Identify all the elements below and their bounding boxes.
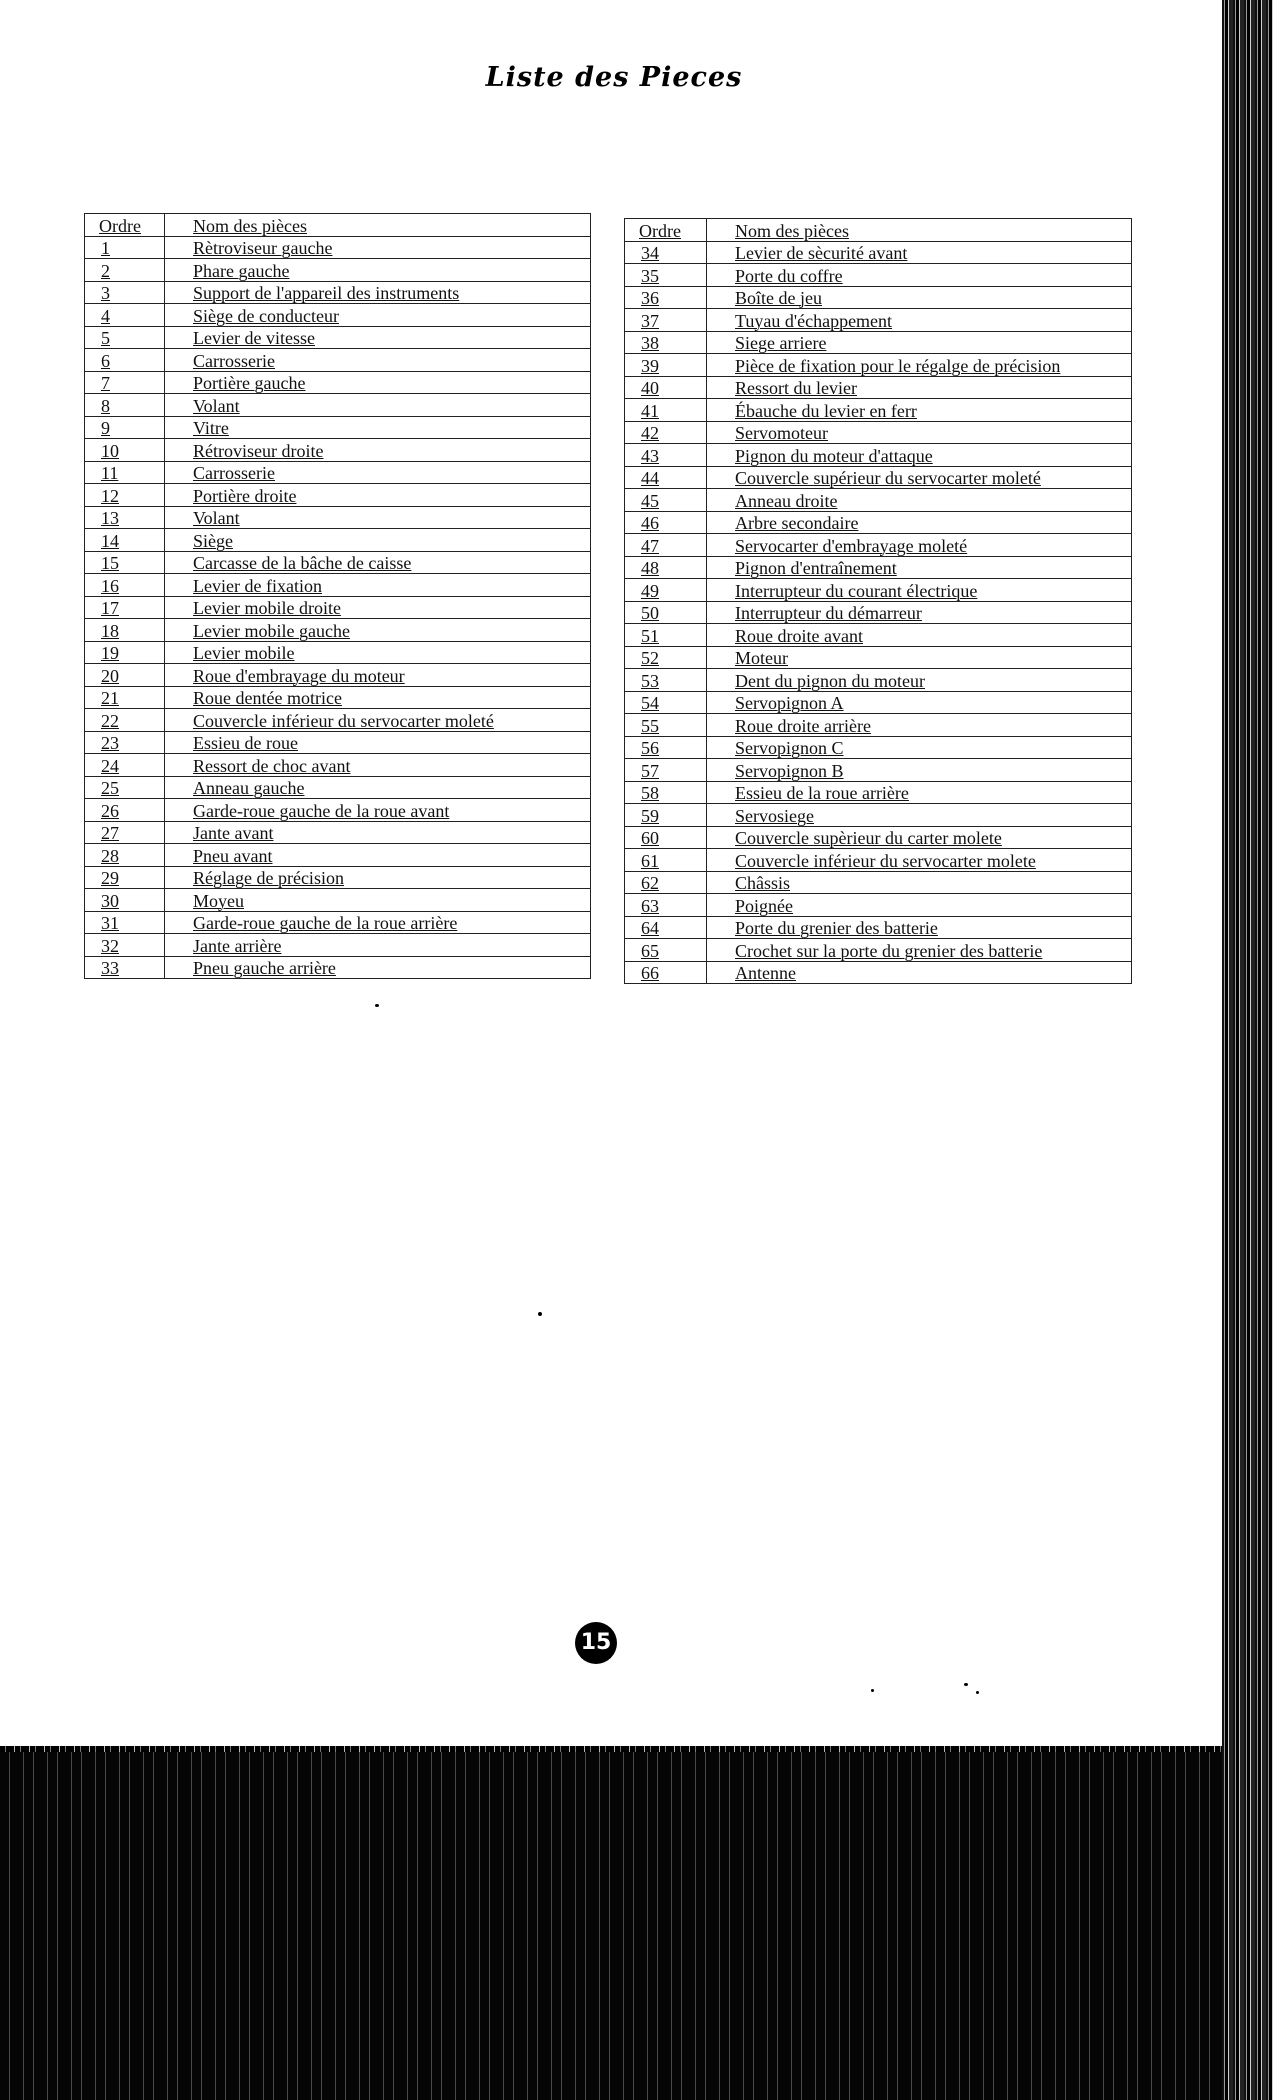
table-row xyxy=(85,776,591,799)
part-name: Support de l'appareil des instruments xyxy=(165,281,591,304)
part-name: Servopignon A xyxy=(707,691,1132,714)
part-number: 4 xyxy=(85,304,165,327)
part-number: 51 xyxy=(625,624,707,647)
part-number: 59 xyxy=(625,804,707,827)
part-number: 16 xyxy=(85,574,165,597)
table-row xyxy=(85,326,591,349)
order-column-header: Ordre xyxy=(625,219,707,242)
part-number: 37 xyxy=(625,309,707,332)
part-name: Roue dentée motrice xyxy=(165,686,591,709)
part-number: 1 xyxy=(85,236,165,259)
part-name: Garde-roue gauche de la roue arrière xyxy=(165,911,591,934)
part-number: 61 xyxy=(625,849,707,872)
table-row xyxy=(85,956,591,979)
part-name: Carrosserie xyxy=(165,461,591,484)
part-name: Servosiege xyxy=(707,804,1132,827)
part-number: 26 xyxy=(85,799,165,822)
part-name: Roue droite avant xyxy=(707,624,1132,647)
table-row xyxy=(625,556,1132,579)
part-number: 40 xyxy=(625,376,707,399)
part-name: Ressort du levier xyxy=(707,376,1132,399)
table-row xyxy=(625,331,1132,354)
table-row xyxy=(625,669,1132,692)
part-number: 11 xyxy=(85,461,165,484)
part-number: 38 xyxy=(625,331,707,354)
part-number: 13 xyxy=(85,506,165,529)
part-number: 63 xyxy=(625,894,707,917)
table-row xyxy=(85,821,591,844)
part-name: Phare gauche xyxy=(165,259,591,282)
table-row xyxy=(85,416,591,439)
table-row xyxy=(85,664,591,687)
table-row xyxy=(625,826,1132,849)
name-column-header: Nom des pièces xyxy=(165,214,591,237)
name-column-header: Nom des pièces xyxy=(707,219,1132,242)
part-number: 28 xyxy=(85,844,165,867)
table-header-row xyxy=(625,219,1132,242)
table-row xyxy=(625,871,1132,894)
scan-speck xyxy=(871,1689,874,1692)
part-number: 41 xyxy=(625,399,707,422)
part-number: 47 xyxy=(625,534,707,557)
table-row xyxy=(85,439,591,462)
part-number: 49 xyxy=(625,579,707,602)
part-name: Ébauche du levier en ferr xyxy=(707,399,1132,422)
part-name: Portière droite xyxy=(165,484,591,507)
part-name: Interrupteur du démarreur xyxy=(707,601,1132,624)
table-row xyxy=(625,781,1132,804)
part-name: Jante arrière xyxy=(165,934,591,957)
table-row xyxy=(625,691,1132,714)
table-header-row xyxy=(85,214,591,237)
part-name: Volant xyxy=(165,506,591,529)
part-number: 9 xyxy=(85,416,165,439)
part-name: Levier de sècurité avant xyxy=(707,241,1132,264)
part-number: 39 xyxy=(625,354,707,377)
part-name: Couvercle supérieur du servocarter moleté xyxy=(707,466,1132,489)
table-row xyxy=(85,529,591,552)
part-name: Pignon d'entraînement xyxy=(707,556,1132,579)
part-number: 25 xyxy=(85,776,165,799)
part-name: Rétroviseur droite xyxy=(165,439,591,462)
part-name: Interrupteur du courant électrique xyxy=(707,579,1132,602)
part-name: Roue droite arrière xyxy=(707,714,1132,737)
part-number: 62 xyxy=(625,871,707,894)
part-name: Anneau droite xyxy=(707,489,1132,512)
part-name: Levier mobile droite xyxy=(165,596,591,619)
part-number: 32 xyxy=(85,934,165,957)
table-row xyxy=(625,399,1132,422)
parts-table-right-body xyxy=(625,241,1132,984)
part-name: Levier mobile gauche xyxy=(165,619,591,642)
part-number: 60 xyxy=(625,826,707,849)
table-row xyxy=(625,376,1132,399)
table-row xyxy=(85,889,591,912)
table-row xyxy=(625,264,1132,287)
part-name: Pneu avant xyxy=(165,844,591,867)
part-number: 43 xyxy=(625,444,707,467)
scan-speck xyxy=(964,1683,968,1686)
page-number: 15 xyxy=(575,1622,617,1664)
table-row xyxy=(625,714,1132,737)
part-name: Antenne xyxy=(707,961,1132,984)
part-number: 42 xyxy=(625,421,707,444)
part-name: Couvercle inférieur du servocarter moleté xyxy=(165,709,591,732)
part-name: Rètroviseur gauche xyxy=(165,236,591,259)
part-number: 65 xyxy=(625,939,707,962)
scan-border-right xyxy=(1222,0,1273,2100)
part-name: Siege arriere xyxy=(707,331,1132,354)
table-row xyxy=(625,804,1132,827)
part-number: 29 xyxy=(85,866,165,889)
order-column-header: Ordre xyxy=(85,214,165,237)
table-row xyxy=(625,646,1132,669)
table-row xyxy=(85,371,591,394)
part-number: 24 xyxy=(85,754,165,777)
part-number: 48 xyxy=(625,556,707,579)
part-number: 20 xyxy=(85,664,165,687)
table-row xyxy=(625,579,1132,602)
table-row xyxy=(85,911,591,934)
part-number: 2 xyxy=(85,259,165,282)
part-number: 36 xyxy=(625,286,707,309)
part-number: 54 xyxy=(625,691,707,714)
part-name: Pignon du moteur d'attaque xyxy=(707,444,1132,467)
part-name: Boîte de jeu xyxy=(707,286,1132,309)
table-row xyxy=(85,799,591,822)
table-row xyxy=(625,309,1132,332)
part-name: Couvercle inférieur du servocarter molete xyxy=(707,849,1132,872)
table-row xyxy=(85,686,591,709)
table-row xyxy=(625,939,1132,962)
part-number: 45 xyxy=(625,489,707,512)
part-name: Moteur xyxy=(707,646,1132,669)
part-name: Portière gauche xyxy=(165,371,591,394)
part-number: 31 xyxy=(85,911,165,934)
part-name: Crochet sur la porte du grenier des batterie xyxy=(707,939,1132,962)
table-row xyxy=(85,506,591,529)
part-number: 30 xyxy=(85,889,165,912)
part-number: 23 xyxy=(85,731,165,754)
parts-table-left xyxy=(84,213,591,979)
table-row xyxy=(85,709,591,732)
table-row xyxy=(85,596,591,619)
part-name: Siège de conducteur xyxy=(165,304,591,327)
table-row xyxy=(625,624,1132,647)
part-name: Porte du grenier des batterie xyxy=(707,916,1132,939)
part-name: Dent du pignon du moteur xyxy=(707,669,1132,692)
part-name: Volant xyxy=(165,394,591,417)
table-row xyxy=(625,511,1132,534)
part-name: Couvercle supèrieur du carter molete xyxy=(707,826,1132,849)
part-name: Essieu de roue xyxy=(165,731,591,754)
part-number: 5 xyxy=(85,326,165,349)
part-name: Pneu gauche arrière xyxy=(165,956,591,979)
table-row xyxy=(625,849,1132,872)
part-number: 33 xyxy=(85,956,165,979)
part-name: Roue d'embrayage du moteur xyxy=(165,664,591,687)
table-row xyxy=(85,641,591,664)
table-row xyxy=(85,574,591,597)
part-number: 7 xyxy=(85,371,165,394)
part-name: Arbre secondaire xyxy=(707,511,1132,534)
scan-speck xyxy=(538,1312,542,1316)
part-name: Carcasse de la bâche de caisse xyxy=(165,551,591,574)
part-name: Essieu de la roue arrière xyxy=(707,781,1132,804)
part-number: 34 xyxy=(625,241,707,264)
table-row xyxy=(85,866,591,889)
part-name: Vitre xyxy=(165,416,591,439)
table-row xyxy=(625,466,1132,489)
table-row xyxy=(85,236,591,259)
table-row xyxy=(85,394,591,417)
table-row xyxy=(85,551,591,574)
table-row xyxy=(85,619,591,642)
table-row xyxy=(85,349,591,372)
table-row xyxy=(625,286,1132,309)
part-name: Siège xyxy=(165,529,591,552)
part-name: Porte du coffre xyxy=(707,264,1132,287)
part-number: 44 xyxy=(625,466,707,489)
part-name: Servopignon C xyxy=(707,736,1132,759)
table-row xyxy=(625,444,1132,467)
table-row xyxy=(625,736,1132,759)
part-number: 22 xyxy=(85,709,165,732)
table-row xyxy=(85,934,591,957)
part-number: 21 xyxy=(85,686,165,709)
part-number: 12 xyxy=(85,484,165,507)
table-row xyxy=(85,844,591,867)
part-name: Servomoteur xyxy=(707,421,1132,444)
part-number: 14 xyxy=(85,529,165,552)
table-row xyxy=(85,281,591,304)
parts-table-left-body xyxy=(85,236,591,979)
part-name: Ressort de choc avant xyxy=(165,754,591,777)
part-name: Poignée xyxy=(707,894,1132,917)
table-row xyxy=(625,759,1132,782)
table-row xyxy=(625,916,1132,939)
scan-border-bottom xyxy=(0,1752,1273,2100)
page-title: Liste des Pieces xyxy=(485,62,743,93)
part-number: 19 xyxy=(85,641,165,664)
table-row xyxy=(85,461,591,484)
part-number: 58 xyxy=(625,781,707,804)
part-name: Levier de fixation xyxy=(165,574,591,597)
part-number: 15 xyxy=(85,551,165,574)
table-row xyxy=(625,894,1132,917)
part-name: Jante avant xyxy=(165,821,591,844)
table-row xyxy=(625,241,1132,264)
part-number: 18 xyxy=(85,619,165,642)
part-name: Servocarter d'embrayage moleté xyxy=(707,534,1132,557)
part-number: 57 xyxy=(625,759,707,782)
table-row xyxy=(625,489,1132,512)
part-number: 27 xyxy=(85,821,165,844)
table-row xyxy=(85,259,591,282)
part-name: Anneau gauche xyxy=(165,776,591,799)
part-name: Réglage de précision xyxy=(165,866,591,889)
table-row xyxy=(625,354,1132,377)
part-name: Garde-roue gauche de la roue avant xyxy=(165,799,591,822)
part-number: 6 xyxy=(85,349,165,372)
part-number: 52 xyxy=(625,646,707,669)
part-number: 55 xyxy=(625,714,707,737)
part-number: 3 xyxy=(85,281,165,304)
table-row xyxy=(625,601,1132,624)
part-name: Levier de vitesse xyxy=(165,326,591,349)
parts-table-right xyxy=(624,218,1132,984)
part-number: 56 xyxy=(625,736,707,759)
table-row xyxy=(625,421,1132,444)
part-number: 35 xyxy=(625,264,707,287)
part-number: 66 xyxy=(625,961,707,984)
part-number: 50 xyxy=(625,601,707,624)
part-name: Servopignon B xyxy=(707,759,1132,782)
part-name: Levier mobile xyxy=(165,641,591,664)
part-number: 64 xyxy=(625,916,707,939)
part-number: 53 xyxy=(625,669,707,692)
table-row xyxy=(85,754,591,777)
table-row xyxy=(625,534,1132,557)
table-row xyxy=(85,304,591,327)
part-name: Moyeu xyxy=(165,889,591,912)
part-number: 46 xyxy=(625,511,707,534)
table-row xyxy=(85,484,591,507)
scan-speck xyxy=(976,1691,979,1694)
part-name: Pièce de fixation pour le régalge de précision xyxy=(707,354,1132,377)
part-number: 17 xyxy=(85,596,165,619)
part-number: 8 xyxy=(85,394,165,417)
part-name: Tuyau d'échappement xyxy=(707,309,1132,332)
table-row xyxy=(85,731,591,754)
part-number: 10 xyxy=(85,439,165,462)
scan-speck xyxy=(375,1004,379,1007)
table-row xyxy=(625,961,1132,984)
part-name: Carrosserie xyxy=(165,349,591,372)
part-name: Châssis xyxy=(707,871,1132,894)
